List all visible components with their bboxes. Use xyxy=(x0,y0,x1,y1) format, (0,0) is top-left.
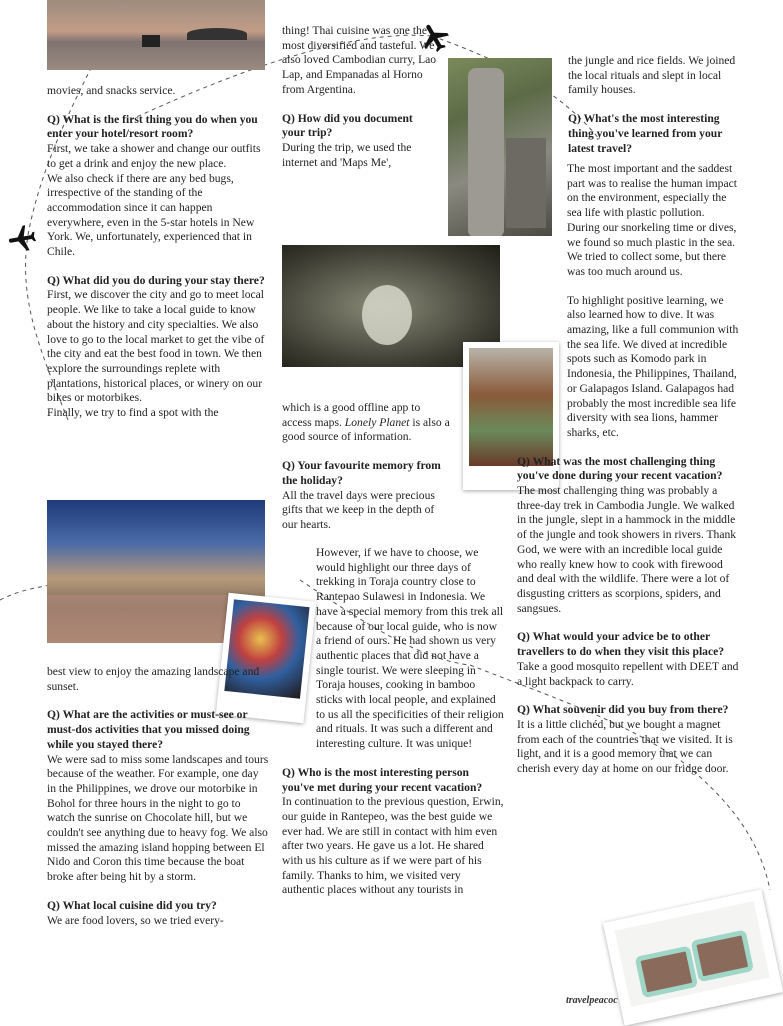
answer-text: During the trip, we used the internet and 'Maps Me', xyxy=(282,140,412,169)
answer-text: However, if we have to choose, we would highlight our three days of trekking in Toraja country close to Rantepao Sulawesi in Indonesia. We have a special memory from this trek all because of our local guide, who is now a friend of ours. He had shown us very authentic places that did not have a single tourist. We were sleeping in Toraja houses, cooking in bamboo sticks with local people, and explained to us all the specificities of their religion and rituals. It was such a different and interesting culture. It was unique! xyxy=(316,546,504,751)
answer-text: In continuation to the previous question, Erwin, our guide in Rantepeo, was the best guide we ever had. We are still in contact with him even after two years. He gave us a lot. He shared with us his culture as if we were part of his family. Thanks to him, we visited very authentic places without any tourists in xyxy=(282,795,504,897)
footer-website: travelpeacoc xyxy=(566,995,618,1006)
answer-text: First, we discover the city and go to meet local people. We like to take a local guide to know about the history and city specialties. We also love to go to the local market to get the vibe of the city and eat the best food in town. We then explore the surroundings replete with plantations, historical places, or winery on our bikes or motorbikes. xyxy=(47,288,265,405)
answer-text: We were sad to miss some landscapes and tours because of the weather. For example, one day in the Philippines, we drove our motorbike in Bohol for three hours in the night to go to watch the sunrise on Chocolate hill, but we couldn't see anything due to heavy fog. We also missed the amazing island hopping between El Nido and Coron this time because the boat broke after being hit by a storm. xyxy=(47,752,269,884)
column-1-top xyxy=(47,84,269,421)
question-heading: Q) What is the first thing you do when you enter your hotel/resort room? xyxy=(47,112,258,141)
question-heading: Q) What are the activities or must-see or must-dos activities that you missed doing while you stayed there? xyxy=(47,708,250,751)
sunglasses-polaroid xyxy=(603,889,783,1025)
salt-flat-photo xyxy=(47,0,265,70)
answer-text: the jungle and rice fields. We joined the local rituals and slept in local family houses. xyxy=(568,54,736,97)
answer-text: It is a little clichéd, but we bought a magnet from each of the countries that we visited. It is light, and it is a good memory that we can cherish every day at home on our fridge door. xyxy=(517,717,733,776)
answer-text: The most important and the saddest part was to realise the human impact on the environment, especially the sea life with plastic pollution. During our snorkeling time or dives, we found so much plastic in the sea. We tried to collect some, but there was too much around us. xyxy=(567,162,737,278)
answer-text: which is a good offline app to access maps. xyxy=(282,401,421,429)
question-heading: Q) How did you document your trip? xyxy=(282,111,413,140)
question-heading: Q) What was the most challenging thing you've done during your recent vacation? xyxy=(517,454,723,483)
airplane-icon xyxy=(6,222,38,254)
answer-text: Finally, we try to find a spot with the xyxy=(47,406,219,420)
answer-text: thing! Thai cuisine was one the most diversified and tasteful. We also loved Cambodian curry, Lao Lap, and Empanadas al Horno from Argentina. xyxy=(282,24,437,96)
answer-text xyxy=(282,401,452,445)
paragraph: movies, and snacks service. xyxy=(47,84,176,97)
answer-text: We are food lovers, so we tried every- xyxy=(47,913,224,927)
answer-text: is also a good source of information. xyxy=(282,415,450,444)
question-heading: Q) What did you do during your stay there? xyxy=(47,273,265,287)
answer-text: best view to enjoy the amazing landscape and sunset. xyxy=(47,665,260,693)
question-heading: Q) What would your advice be to other travellers to do when they visit this place? xyxy=(517,630,725,659)
column-2-middle xyxy=(282,401,452,533)
answer-text: Take a good mosquito repellent with DEET and a light backpack to carry. xyxy=(517,659,739,688)
column-2-top xyxy=(282,24,437,170)
answer-text: First, we take a shower and change our outfits to get a drink and enjoy the new place. xyxy=(47,142,261,170)
answer-text: The most challenging thing was probably a three-day trek in Cambodia Jungle. We walked in the jungle, slept in a hammock in the middle of the jungle and took showers in rivers. Thank God, we were with an incredible local guide who really knew how to cook with firewood and deal with the wildlife. There were a lot of disgusting critters as scorpions, spiders, and sangsues. xyxy=(517,484,737,615)
question-heading: Q) What souvenir did you buy from there? xyxy=(517,703,729,717)
question-heading: Q) What's the most interesting thing you've learned from your latest travel? xyxy=(568,112,723,155)
answer-text: All the travel days were precious gifts that we keep in the depth of our hearts. xyxy=(282,488,435,531)
column-3-top xyxy=(568,54,738,156)
question-heading: Q) Who is the most interesting person you've met during your recent vacation? xyxy=(282,765,483,794)
question-heading: Q) What local cuisine did you try? xyxy=(47,898,217,912)
column-3-main xyxy=(517,162,739,777)
column-1-bottom xyxy=(47,665,269,928)
answer-text: To highlight positive learning, we also learned how to dive. It was amazing, like a full communion with the sea life. We dived at incredible spots such as Komodo park in Indonesia, the Philippines, Thailand, or Galapagos Island. Galapagos had probably the most incredible sea life diversity with sea lions, hammer sharks, etc. xyxy=(567,293,739,439)
column-2-bottom xyxy=(282,546,504,898)
question-heading: Q) Your favourite memory from the holiday? xyxy=(282,459,441,487)
publication-name: Lonely Planet xyxy=(344,415,410,429)
answer-text: We also check if there are any bed bugs, irrespective of the standing of the accommodation since it can happen everywhere, even in the 5-star hotels in New York. We, unfortunately, experienced that in Chile. xyxy=(47,171,255,259)
